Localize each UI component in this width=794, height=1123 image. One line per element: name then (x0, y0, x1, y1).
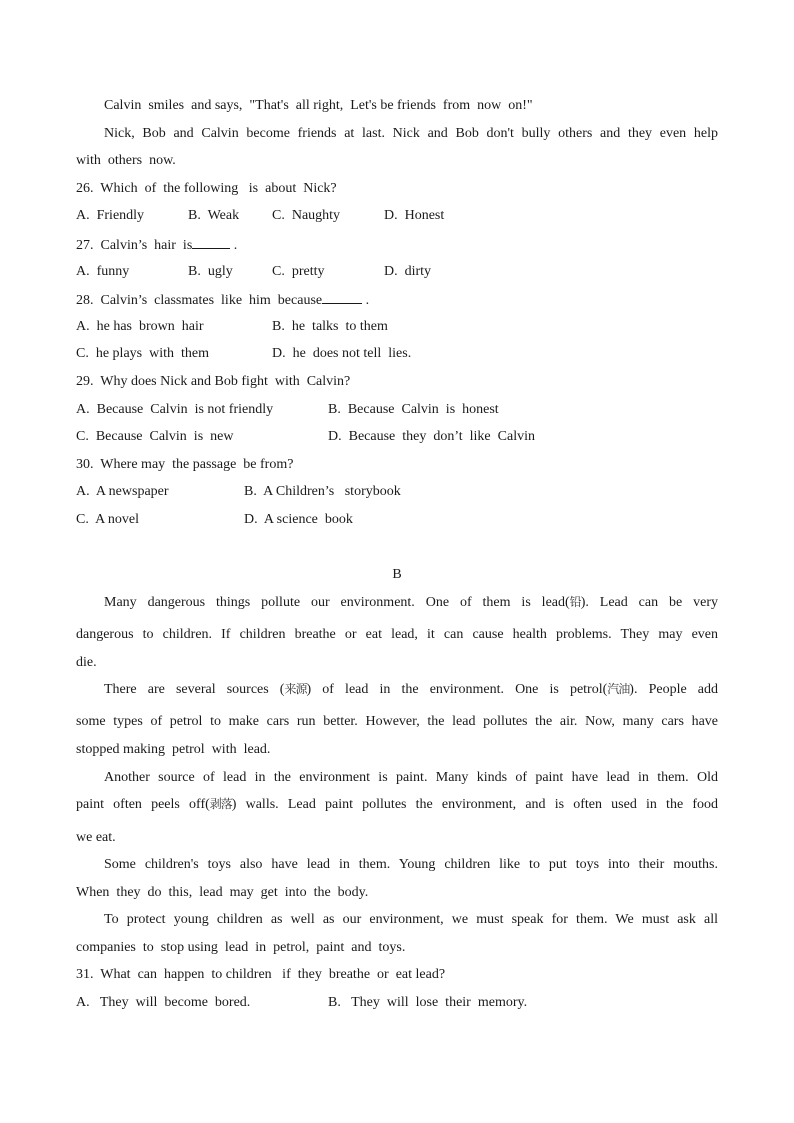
question-29-option-a: A. Because Calvin is not friendly (76, 402, 274, 417)
question-28-stem-end: . (362, 293, 370, 308)
question-27-option-d: D. dirty (384, 264, 432, 279)
question-27-stem-text: 27. Calvin’s hair is (76, 238, 193, 253)
chinese-gloss: 汽油 (607, 682, 630, 696)
question-26-option-c: C. Naughty (272, 208, 341, 223)
answer-blank (192, 235, 230, 249)
question-28-option-a: A. he has brown hair (76, 319, 204, 334)
passage-b-line: we eat. (76, 830, 116, 845)
passage-b-line: Some children's toys also have lead in them. Young children like to put toys into their mouths. (104, 857, 718, 872)
question-28-option-c: C. he plays with them (76, 346, 209, 361)
question-27-stem (76, 235, 718, 253)
passage-a-line: Nick, Bob and Calvin become friends at last. Nick and Bob don't bully others and they even help (104, 126, 718, 141)
passage-b-text: Many dangerous things pollute our environment. One of them is lead( (104, 595, 570, 610)
section-b-title: B (392, 567, 402, 582)
question-31-option-a: A. They will become bored. (76, 995, 251, 1010)
passage-b-line: dangerous to children. If children breathe or eat lead, it can cause health problems. They may even (76, 627, 718, 642)
answer-blank (322, 290, 362, 304)
question-26-option-d: D. Honest (384, 208, 445, 223)
passage-b-line (104, 593, 718, 611)
passage-b-text: ). Lead can be very (580, 595, 718, 610)
question-27-option-a: A. funny (76, 264, 130, 279)
passage-b-text: paint often peels off( (76, 797, 210, 812)
passage-b-line: To protect young children as well as our environment, we must speak for them. We must ask all (104, 912, 718, 927)
question-27-option-c: C. pretty (272, 264, 325, 279)
passage-b-line: some types of petrol to make cars run better. However, the lead pollutes the air. Now, many cars have (76, 714, 718, 729)
question-26-stem: 26. Which of the following is about Nick? (76, 181, 337, 196)
question-27-stem-end: . (230, 238, 238, 253)
passage-b-text: There are several sources ( (104, 682, 285, 697)
question-30-option-d: D. A science book (244, 512, 353, 527)
passage-b-line: When they do this, lead may get into the body. (76, 885, 369, 900)
question-28-option-d: D. he does not tell lies. (272, 346, 412, 361)
passage-b-line: Another source of lead in the environment is paint. Many kinds of paint have lead in them. Old (104, 770, 718, 785)
passage-b-line (76, 795, 718, 813)
question-29-stem: 29. Why does Nick and Bob fight with Calvin? (76, 374, 351, 389)
question-30-option-b: B. A Children’s storybook (244, 484, 401, 499)
passage-b-text: ). People add (629, 682, 719, 697)
question-26-option-b: B. Weak (188, 208, 240, 223)
passage-a-line: Calvin smiles and says, "That's all right, Let's be friends from now on!" (104, 98, 533, 113)
question-26-option-a: A. Friendly (76, 208, 145, 223)
question-30-option-c: C. A novel (76, 512, 140, 527)
passage-b-text: ) of lead in the environment. One is petrol( (306, 682, 608, 697)
question-29-option-c: C. Because Calvin is new (76, 429, 234, 444)
question-31-option-b: B. They will lose their memory. (328, 995, 528, 1010)
question-27-option-b: B. ugly (188, 264, 233, 279)
chinese-gloss: 来源 (284, 682, 307, 696)
question-30-option-a: A. A newspaper (76, 484, 169, 499)
chinese-gloss: 剥落 (209, 797, 232, 811)
question-28-stem-text: 28. Calvin’s classmates like him because (76, 293, 323, 308)
chinese-gloss: 铅 (569, 595, 581, 609)
passage-b-line (104, 680, 718, 698)
question-29-option-b: B. Because Calvin is honest (328, 402, 499, 417)
question-29-option-d: D. Because they don’t like Calvin (328, 429, 535, 444)
question-30-stem: 30. Where may the passage be from? (76, 457, 294, 472)
passage-b-text: ) walls. Lead paint pollutes the environment, and is often used in the food (231, 797, 718, 812)
question-28-option-b: B. he talks to them (272, 319, 388, 334)
question-31-stem: 31. What can happen to children if they breathe or eat lead? (76, 967, 446, 982)
passage-b-line: die. (76, 655, 97, 670)
passage-a-line: with others now. (76, 153, 176, 168)
passage-b-line: companies to stop using lead in petrol, paint and toys. (76, 940, 406, 955)
question-28-stem (76, 290, 718, 308)
passage-b-line: stopped making petrol with lead. (76, 742, 271, 757)
